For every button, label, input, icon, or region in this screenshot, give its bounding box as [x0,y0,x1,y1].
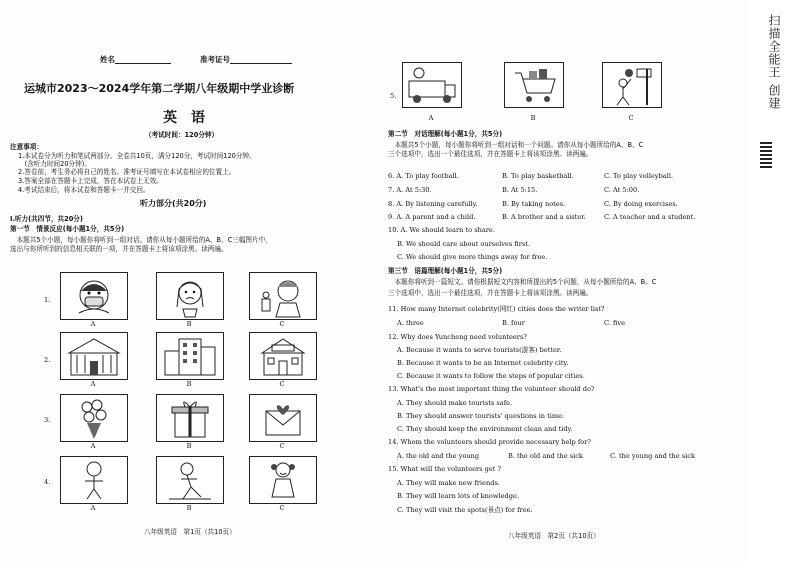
q6-a[interactable]: 6. A. To play football. [388,172,459,180]
q4-label-a: A [90,504,96,512]
q7-b[interactable]: B. At 5:15. [502,186,538,194]
q11-stem: 11. How many Internet celebrity(网红) cities does the writer list? [388,305,605,313]
section-2-instruction-2: 三个选项中，选出一个最佳选项，并在答题卡上将该项涂黑。读两遍。 [388,150,593,158]
scanner-logo-icon [760,140,772,168]
section-1-instruction-2: 选出与你所听到的信息相关联的一项，并在答题卡上将该项涂黑。读两遍。 [10,245,228,253]
note-1b: (含听力时间20分钟)。 [18,160,91,168]
q3-option-b-image[interactable] [156,394,224,442]
q2-option-b-image[interactable] [156,332,224,380]
q10-a[interactable]: 10. A. We should learn to share. [388,226,495,234]
q11-a[interactable]: A. three [397,319,424,327]
q13-c[interactable]: C. They should keep the environment clean and tidy. [397,425,573,433]
q5-label-a: A [428,114,434,122]
q15-c[interactable]: C. They will visit the spots(景点) for free. [397,506,533,514]
q1-option-a-image[interactable] [60,272,128,320]
q2-option-c-image[interactable] [249,332,317,380]
subject-title: 英 语 [163,110,205,126]
page-1-footer: 八年级英语 第1页（共10页） [144,528,236,536]
section-2-instruction: 本题共5个小题，每小题你将听到一组对话和一个问题。请你从每小题所给的A、B、C [388,141,644,149]
q14-a[interactable]: A. the old and the young [397,452,480,460]
question-2-number: 2. [44,356,51,364]
note-1: 1.本试卷分为听力和笔试两部分。全卷共10页，满分120分，考试时间120分钟。 [18,152,256,160]
q6-c[interactable]: C. To play volleyball. [604,172,674,180]
q12-a[interactable]: A. Because it wants to serve tourists(游客) better. [397,346,562,354]
q2-label-b: B [186,380,192,388]
q5-option-a-image[interactable] [402,62,462,108]
question-1-number: 1. [44,296,51,304]
q12-b[interactable]: B. Because it wants to be an Internet celebrity city. [397,359,569,367]
q4-option-c-image[interactable] [249,456,317,504]
exam-number-field[interactable] [200,56,292,64]
note-2: 2.答卷前，考生务必将自己的姓名、准考证号填写在本试卷相应的位置上。 [18,168,236,176]
q2-label-a: A [90,380,96,388]
q11-c[interactable]: C. five [604,319,626,327]
q13-b[interactable]: B. They should answer tourists' questions in time. [397,412,565,420]
notes-heading: 注意事项： [10,143,43,151]
q7-a[interactable]: 7. A. At 5:30. [388,186,432,194]
q4-option-a-image[interactable] [60,456,128,504]
scanner-watermark-strip [748,0,794,561]
q1-option-c-image[interactable] [249,272,317,320]
q1-label-a: A [90,320,96,328]
section-2-heading: 第二节 对话理解(每小题1分，共5分) [388,130,503,138]
q3-label-b: B [186,442,192,450]
q6-b[interactable]: B. To play basketball. [502,172,574,180]
q4-label-c: C [279,504,285,512]
q8-a[interactable]: 8. A. By listening carefully. [388,200,478,208]
q14-c[interactable]: C. the young and the sick [610,452,695,460]
exam-title: 运城市2023～2024学年第二学期八年级期中学业诊断 [24,82,295,95]
section-1-heading: 第一节 情景反应(每小题1分，共5分) [10,225,125,233]
q15-b[interactable]: B. They will learn lots of knowledge. [397,492,519,500]
q14-stem: 14. Whom the volunteers should provide necessary help for? [388,438,591,446]
section-1-instruction: 本题共5个小题，每小题你将听到一组对话。请你从每小题所给的A、B、C三幅图片中， [10,236,272,244]
q14-b[interactable]: B. the old and the sick [508,452,583,460]
q15-a[interactable]: A. They will make new friends. [397,479,501,487]
exam-number-label: 准考证号 [200,55,230,64]
q12-stem: 12. Why does Yuncheng need volunteers? [388,333,527,341]
q5-option-c-image[interactable] [602,62,662,108]
question-4-number: 4. [44,478,51,486]
section-title: 听力部分(共20分) [140,199,207,208]
q15-stem: 15. What will the volunteers get ? [388,465,502,473]
q9-c[interactable]: C. A teacher and a student. [604,213,696,221]
exam-page-2 [376,0,748,561]
exam-time: （考试时间：120分钟） [145,131,219,139]
page-2-footer: 八年级英语 第2页（共10页） [508,532,600,540]
q5-label-b: B [530,114,536,122]
q3-label-a: A [90,442,96,450]
q1-label-b: B [186,320,192,328]
scanner-watermark-text: 扫描全能王 创建 [767,14,781,110]
q7-c[interactable]: C. At 5:00. [604,186,640,194]
q1-option-b-image[interactable] [156,272,224,320]
q5-option-b-image[interactable] [504,62,564,108]
section-3-heading: 第三节 语篇理解(每小题1分，共5分) [388,267,503,275]
note-4: 4.考试结束后，将本试卷和答题卡一并交回。 [18,186,150,194]
q11-b[interactable]: B. four [502,319,525,327]
q12-c[interactable]: C. Because it wants to follow the steps of popular cities. [397,372,585,380]
q8-b[interactable]: B. By taking notes. [502,200,566,208]
q9-a[interactable]: 9. A. A parent and a child. [388,213,476,221]
q10-c[interactable]: C. We should give more things away for free. [397,253,548,261]
q2-label-c: C [279,380,285,388]
q2-option-a-image[interactable] [60,332,128,380]
question-5-number: 5. [390,92,397,100]
q9-b[interactable]: B. A brother and a sister. [502,213,586,221]
part-1-heading: Ⅰ.听力(共四节，共20分) [10,215,83,223]
q1-label-c: C [279,320,285,328]
question-3-number: 3. [44,416,51,424]
q3-option-c-image[interactable] [249,394,317,442]
exam-page-1 [0,0,376,561]
q13-a[interactable]: A. They should make tourists safe. [397,399,513,407]
section-3-instruction-2: 三个选项中，选出一个最佳选项，并在答题卡上将该项涂黑。读两遍。 [388,289,593,297]
q5-label-c: C [628,114,634,122]
name-label: 姓名 [100,55,115,64]
q3-label-c: C [279,442,285,450]
q4-label-b: B [186,504,192,512]
q4-option-b-image[interactable] [156,456,224,504]
note-3: 3.答案全部在答题卡上完成，答在本试卷上无效。 [18,177,163,185]
q10-b[interactable]: B. We should care about ourselves first. [397,240,530,248]
q3-option-a-image[interactable] [60,394,128,442]
q13-stem: 13. What's the most important thing the volunteer should do? [388,385,595,393]
name-field[interactable] [100,56,171,64]
section-3-instruction: 本题你将听到一篇短文。请你根据短文内容和所提出的5个问题，从每小题所给的A、B、C [388,278,657,286]
q8-c[interactable]: C. By doing exercises. [604,200,678,208]
